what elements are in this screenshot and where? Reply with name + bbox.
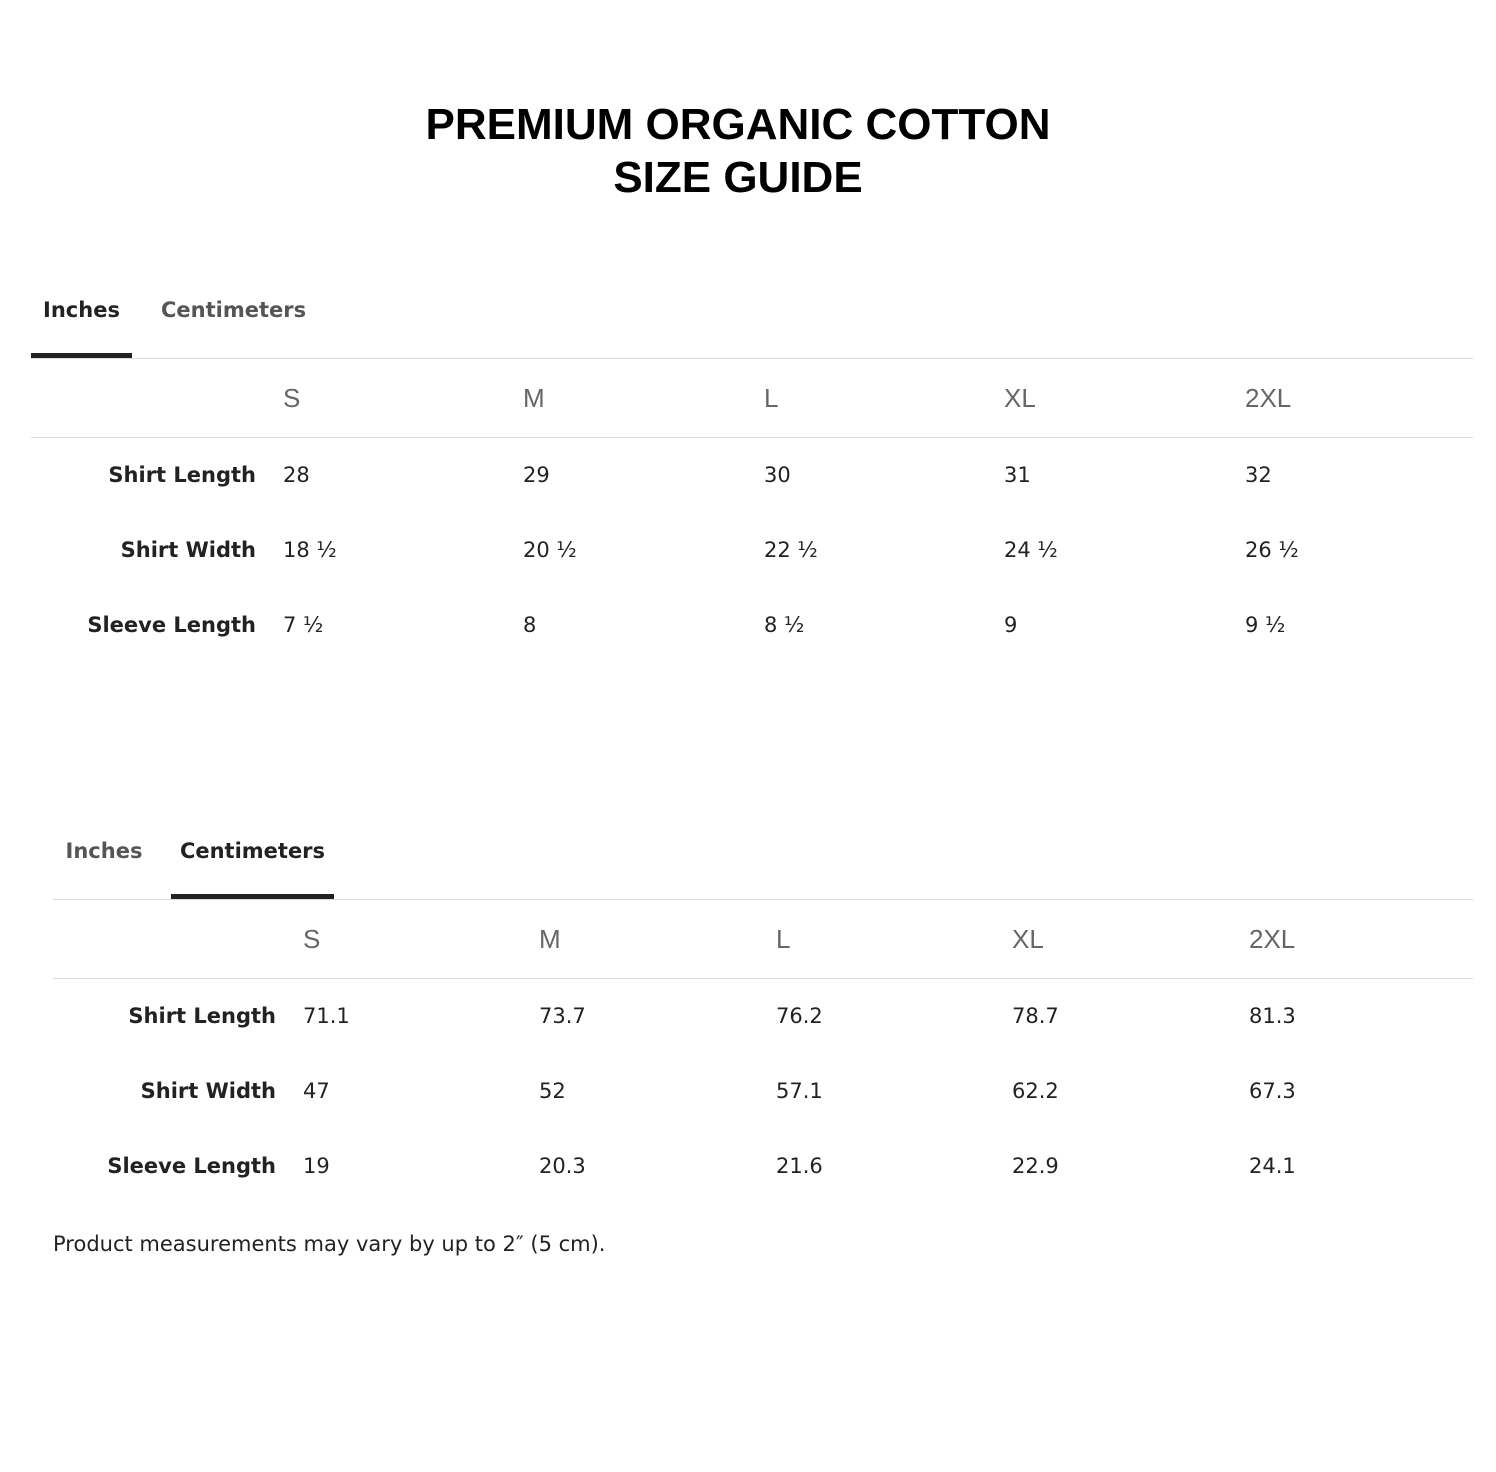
table-cell: 52 [539,1079,566,1103]
size-header: S [303,924,321,954]
table-cell: 9 [1004,613,1018,637]
table-cell: 24 ½ [1004,538,1058,562]
table-cell: 28 [283,463,310,487]
tab-centimeters-label: Centimeters [179,839,326,863]
title-line-1: PREMIUM ORGANIC COTTON [425,100,1051,149]
tab-centimeters[interactable] [161,279,307,355]
page-title [0,98,1476,204]
inches-size-chart [31,279,1473,663]
table-cell: 62.2 [1012,1079,1059,1103]
table-cell: 26 ½ [1245,538,1299,562]
tab-centimeters[interactable] [171,820,334,899]
size-header: M [539,924,561,954]
table-cell: 9 ½ [1245,613,1286,637]
table-cell: 8 ½ [764,613,805,637]
title-line-2: SIZE GUIDE [613,153,863,202]
table-cell: 24.1 [1249,1154,1296,1178]
table-cell: 22 ½ [764,538,818,562]
table-cell: 21.6 [776,1154,823,1178]
row-label: Sleeve Length [87,613,256,637]
tab-centimeters-label: Centimeters [161,298,307,322]
table-cell: 19 [303,1154,330,1178]
table-cell: 73.7 [539,1004,586,1028]
table-cell: 8 [523,613,537,637]
table-row [53,1129,1473,1204]
table-row [31,513,1473,588]
row-label: Shirt Width [140,1079,276,1103]
size-header: XL [1012,924,1044,954]
table-row [31,438,1473,513]
table-cell: 29 [523,463,550,487]
row-label: Shirt Length [128,1004,276,1028]
table-cell: 7 ½ [283,613,324,637]
table-cell: 31 [1004,463,1031,487]
size-header: XL [1004,383,1036,413]
size-header: M [523,383,545,413]
table-row [53,979,1473,1054]
table-cell: 81.3 [1249,1004,1296,1028]
size-header: L [776,924,791,954]
table-row [31,588,1473,663]
table-cell: 18 ½ [283,538,337,562]
table-cell: 57.1 [776,1079,823,1103]
size-header: L [764,383,779,413]
table-cell: 76.2 [776,1004,823,1028]
size-header-row [53,900,1473,979]
unit-tabs [31,279,1473,359]
centimeters-size-chart [53,820,1473,1204]
tab-inches-label: Inches [43,298,120,322]
table-cell: 20.3 [539,1154,586,1178]
table-cell: 71.1 [303,1004,350,1028]
size-header: S [283,383,301,413]
table-cell: 47 [303,1079,330,1103]
row-label: Shirt Width [120,538,256,562]
table-row [53,1054,1473,1129]
table-cell: 32 [1245,463,1272,487]
unit-tabs [53,820,1473,900]
measurement-disclaimer: Product measurements may vary by up to 2″ (5 cm). [53,1232,606,1256]
size-header: 2XL [1249,924,1296,954]
size-header-row [31,359,1473,438]
row-label: Shirt Length [108,463,256,487]
tab-inches[interactable] [31,279,132,358]
table-cell: 30 [764,463,791,487]
table-cell: 22.9 [1012,1154,1059,1178]
table-cell: 67.3 [1249,1079,1296,1103]
table-cell: 78.7 [1012,1004,1059,1028]
tab-inches-label: Inches [65,839,143,863]
tab-inches[interactable] [53,820,155,896]
row-label: Sleeve Length [107,1154,276,1178]
table-cell: 20 ½ [523,538,577,562]
size-header: 2XL [1245,383,1292,413]
